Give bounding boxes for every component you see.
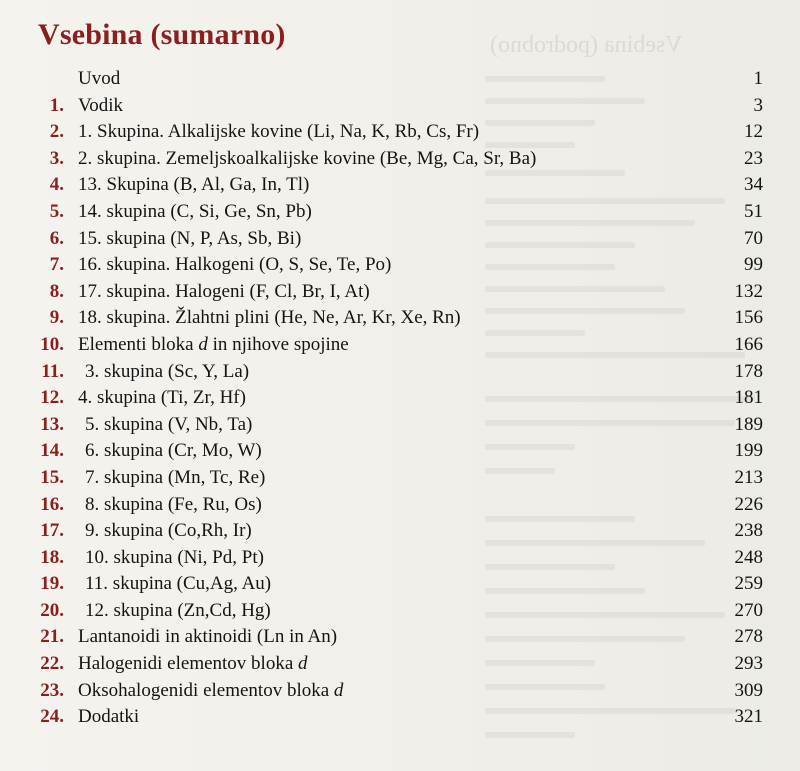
toc-entry [0, 146, 800, 173]
toc-entry-page: 270 [734, 599, 763, 621]
toc-entry-page: 178 [734, 360, 763, 382]
toc-entry-page: 132 [734, 280, 763, 302]
toc-entry [0, 279, 800, 306]
toc-entry-title: 14. skupina (C, Si, Ge, Sn, Pb) [78, 200, 312, 222]
toc-entry-title-italic: d [333, 679, 344, 701]
toc-entry [0, 571, 800, 598]
toc-entry-page: 293 [734, 653, 763, 675]
toc-entry-page: 156 [734, 307, 763, 329]
toc-entry-page: 1 [753, 68, 763, 89]
toc-entry-page: 226 [734, 493, 763, 515]
toc-entry-title: 6. skupina (Cr, Mo, W) [85, 440, 262, 462]
toc-entry-title-italic: d [198, 333, 208, 355]
toc-entry [0, 199, 800, 226]
toc-entry-title-italic: d [298, 653, 308, 675]
toc-entry-title: 7. skupina (Mn, Tc, Re) [85, 466, 266, 488]
toc-entry-title: 17. skupina. Halogeni (F, Cl, Br, I, At) [78, 280, 370, 302]
toc-entry-page: 23 [744, 147, 763, 169]
toc-entry-page: 213 [734, 466, 763, 488]
toc-entry-title: Lantanoidi in aktinoidi (Ln in An) [78, 626, 338, 648]
toc-entry-title: 8. skupina (Fe, Ru, Os) [85, 493, 262, 515]
toc-entry [0, 412, 800, 439]
toc-entry-number: 12. [40, 387, 64, 409]
toc-entry-title: Vodik [78, 94, 124, 116]
page-title: Vsebina (sumarno) [38, 18, 286, 51]
toc-entry-title: Uvod [78, 68, 121, 89]
toc-entry-number: 20. [40, 599, 64, 621]
toc-entry-title-text: Elementi bloka [78, 333, 199, 355]
toc-entry-number: 14. [40, 440, 64, 462]
toc-entry [0, 598, 800, 625]
toc-entry [0, 66, 800, 93]
toc-entry-number: 1. [49, 94, 64, 116]
toc-entry [0, 252, 800, 279]
toc-entry-page: 259 [734, 573, 763, 595]
toc-entry [0, 359, 800, 386]
toc-entry-number: 16. [40, 493, 64, 515]
toc-entry-title [78, 678, 343, 705]
toc-entry-title: 12. skupina (Zn,Cd, Hg) [85, 599, 271, 621]
toc-entry-title-text: Halogenidi elementov bloka [78, 653, 299, 675]
toc-entry-page: 51 [744, 200, 763, 222]
toc-entry-page: 181 [734, 387, 763, 409]
toc-entry-page: 3 [753, 94, 763, 116]
toc-entry [0, 651, 800, 678]
toc-entry-title: 15. skupina (N, P, As, Sb, Bi) [78, 227, 302, 249]
toc-entry-number: 10. [40, 333, 64, 355]
toc-entry-title: Dodatki [78, 706, 140, 728]
toc-entry-title: 3. skupina (Sc, Y, La) [85, 360, 250, 382]
toc-entry-title: 1. Skupina. Alkalijske kovine (Li, Na, K, Rb, Cs, Fr) [78, 121, 480, 143]
toc-entry-title: 5. skupina (V, Nb, Ta) [85, 413, 253, 435]
toc-entry-title: 18. skupina. Žlahtni plini (He, Ne, Ar, Kr, Xe, Rn) [78, 307, 461, 329]
bleed-through-heading: Vsebina (podrobno) [490, 32, 683, 58]
toc-entry-number: 23. [40, 679, 64, 701]
toc-entry-number: 9. [49, 307, 64, 329]
toc-entry-page: 34 [744, 174, 763, 196]
toc-entry-title [78, 332, 349, 359]
toc-entry [0, 385, 800, 412]
toc-entry [0, 93, 800, 120]
toc-entry-number: 11. [41, 360, 64, 382]
toc-entry [0, 305, 800, 332]
toc-entry-title [78, 651, 308, 678]
toc-entry-number: 24. [40, 706, 64, 728]
toc-entry-page: 99 [744, 254, 763, 276]
toc-entry-page: 70 [744, 227, 763, 249]
toc-entry-page: 321 [734, 706, 763, 728]
toc-entry-page: 199 [734, 440, 763, 462]
toc-entry-number: 19. [40, 573, 64, 595]
toc-entry-page: 189 [734, 413, 763, 435]
toc-entry [0, 332, 800, 359]
toc-entry [0, 492, 800, 519]
toc-entry-page: 12 [744, 121, 763, 143]
toc-entry [0, 226, 800, 253]
toc-entry-number: 6. [49, 227, 64, 249]
toc-entry-title: 9. skupina (Co,Rh, Ir) [85, 520, 252, 542]
toc-entry-title: 13. Skupina (B, Al, Ga, In, Tl) [78, 174, 310, 196]
toc-entry-number: 3. [49, 147, 64, 169]
toc-entry-number: 13. [40, 413, 64, 435]
toc-entry-title: 11. skupina (Cu,Ag, Au) [85, 573, 272, 595]
toc-entry [0, 438, 800, 465]
toc-entry-title-text: in njihove spojine [207, 333, 349, 355]
toc-entry-title: 4. skupina (Ti, Zr, Hf) [78, 387, 246, 409]
toc-entry [0, 518, 800, 545]
toc-entry [0, 119, 800, 146]
toc-entry-page: 309 [734, 679, 763, 701]
toc-entry-number: 22. [40, 653, 64, 675]
toc-entry [0, 624, 800, 651]
toc-entry-page: 278 [734, 626, 763, 648]
toc-entry-title: 16. skupina. Halkogeni (O, S, Se, Te, Po) [78, 254, 392, 276]
toc-entry [0, 545, 800, 572]
toc-entry-number: 17. [40, 520, 64, 542]
toc-entry-number: 7. [49, 254, 64, 276]
toc-entry [0, 172, 800, 199]
toc-entry-title-text: Oksohalogenidi elementov bloka [78, 679, 334, 701]
toc-entry-number: 2. [49, 121, 64, 143]
toc-entry-number: 4. [49, 174, 64, 196]
toc-entry-number: 5. [49, 200, 64, 222]
toc-entry-page: 166 [734, 333, 763, 355]
toc-entry-title: 10. skupina (Ni, Pd, Pt) [85, 546, 264, 568]
toc-entry-number: 8. [49, 280, 64, 302]
toc-entry-page: 238 [734, 520, 763, 542]
toc-entry-number: 15. [40, 466, 64, 488]
toc-entry [0, 678, 800, 705]
toc-entry [0, 704, 800, 731]
toc-entry [0, 465, 800, 492]
toc-entry-title: 2. skupina. Zemeljskoalkalijske kovine (Be, Mg, Ca, Sr, Ba) [78, 147, 537, 169]
table-of-contents [0, 66, 800, 731]
toc-entry-number: 18. [40, 546, 64, 568]
toc-entry-page: 248 [734, 546, 763, 568]
toc-entry-number: 21. [40, 626, 64, 648]
